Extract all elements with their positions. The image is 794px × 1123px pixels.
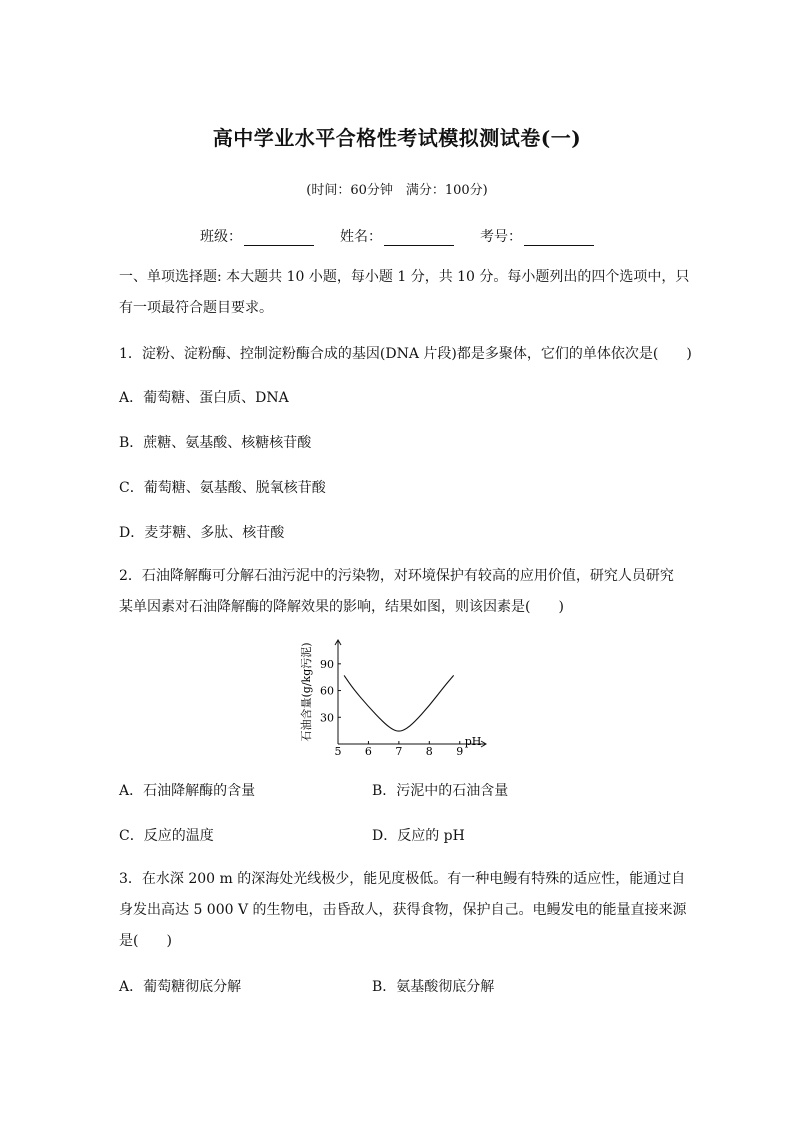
chart-x-tick-label: 6 xyxy=(364,745,372,758)
q2-option-b: B．污泥中的石油含量 xyxy=(372,783,509,799)
chart-y-tick-label: 60 xyxy=(320,684,334,698)
chart-x-tick-label: 9 xyxy=(456,745,464,758)
chart-x-tick-label: 5 xyxy=(334,745,342,758)
q1-option-c: C．葡萄糖、氨基酸、脱氧核苷酸 xyxy=(119,480,326,496)
class-field xyxy=(200,226,314,246)
q2-stem-line1: 2．石油降解酶可分解石油污泥中的污染物，对环境保护有较高的应用价值，研究人员研究 xyxy=(119,568,674,584)
q3-option-a: A．葡萄糖彻底分解 xyxy=(119,979,242,995)
q3-stem-line1: 3．在水深 200 m 的深海处光线极少，能见度极低。有一种电鳗有特殊的适应性，能通过自 xyxy=(119,871,686,887)
exam-time-score: (时间：60分钟 满分：100分) xyxy=(306,183,488,198)
q1-option-a: A．葡萄糖、蛋白质、DNA xyxy=(119,390,289,406)
chart-series-line xyxy=(344,675,454,731)
class-label: 班级： xyxy=(200,229,242,245)
q1-option-d: D．麦芽糖、多肽、核苷酸 xyxy=(119,525,285,541)
q3-stem-line3: 是( ) xyxy=(119,933,172,949)
exam-number-label: 考号： xyxy=(480,229,522,245)
exam-number-field xyxy=(480,226,594,246)
q1-option-b: B．蔗糖、氨基酸、核糖核苷酸 xyxy=(119,435,312,451)
q3-option-b: B．氨基酸彻底分解 xyxy=(372,979,495,995)
class-blank xyxy=(244,231,314,246)
section1-heading-line1: 一、单项选择题: 本大题共 10 小题，每小题 1 分，共 10 分。每小题列出的四个选项中，只 xyxy=(119,269,690,285)
chart-y-label: 石油含量(g/kg污泥) xyxy=(300,642,313,742)
q3-stem-line2: 身发出高达 5 000 V 的生物电，击昏敌人，获得食物，保护自己。电鳗发电的能量直接来源 xyxy=(119,902,687,918)
name-blank xyxy=(384,231,454,246)
name-label: 姓名： xyxy=(340,229,382,245)
ph-curve-chart xyxy=(288,632,498,762)
chart-y-tick-label: 30 xyxy=(320,711,334,725)
chart-x-label: pH xyxy=(464,735,482,748)
q2-option-c: C．反应的温度 xyxy=(119,828,214,844)
exam-title: 高中学业水平合格性考试模拟测试卷(一) xyxy=(212,126,582,150)
q2-stem-line2: 某单因素对石油降解酶的降解效果的影响，结果如图，则该因素是( ) xyxy=(119,599,564,615)
q1-stem: 1．淀粉、淀粉酶、控制淀粉酶合成的基因(DNA 片段)都是多聚体，它们的单体依次是( ) xyxy=(119,346,692,362)
chart-y-tick-label: 90 xyxy=(320,657,334,671)
name-field xyxy=(340,226,454,246)
q2-option-d: D．反应的 pH xyxy=(372,828,465,844)
exam-number-blank xyxy=(524,231,594,246)
section1-heading-line2: 有一项最符合题目要求。 xyxy=(119,300,273,316)
chart-x-tick-label: 7 xyxy=(395,745,403,758)
q2-option-a: A．石油降解酶的含量 xyxy=(119,783,256,799)
chart-x-tick-label: 8 xyxy=(425,745,433,758)
q2-chart xyxy=(288,632,498,762)
student-info-row xyxy=(0,226,794,246)
